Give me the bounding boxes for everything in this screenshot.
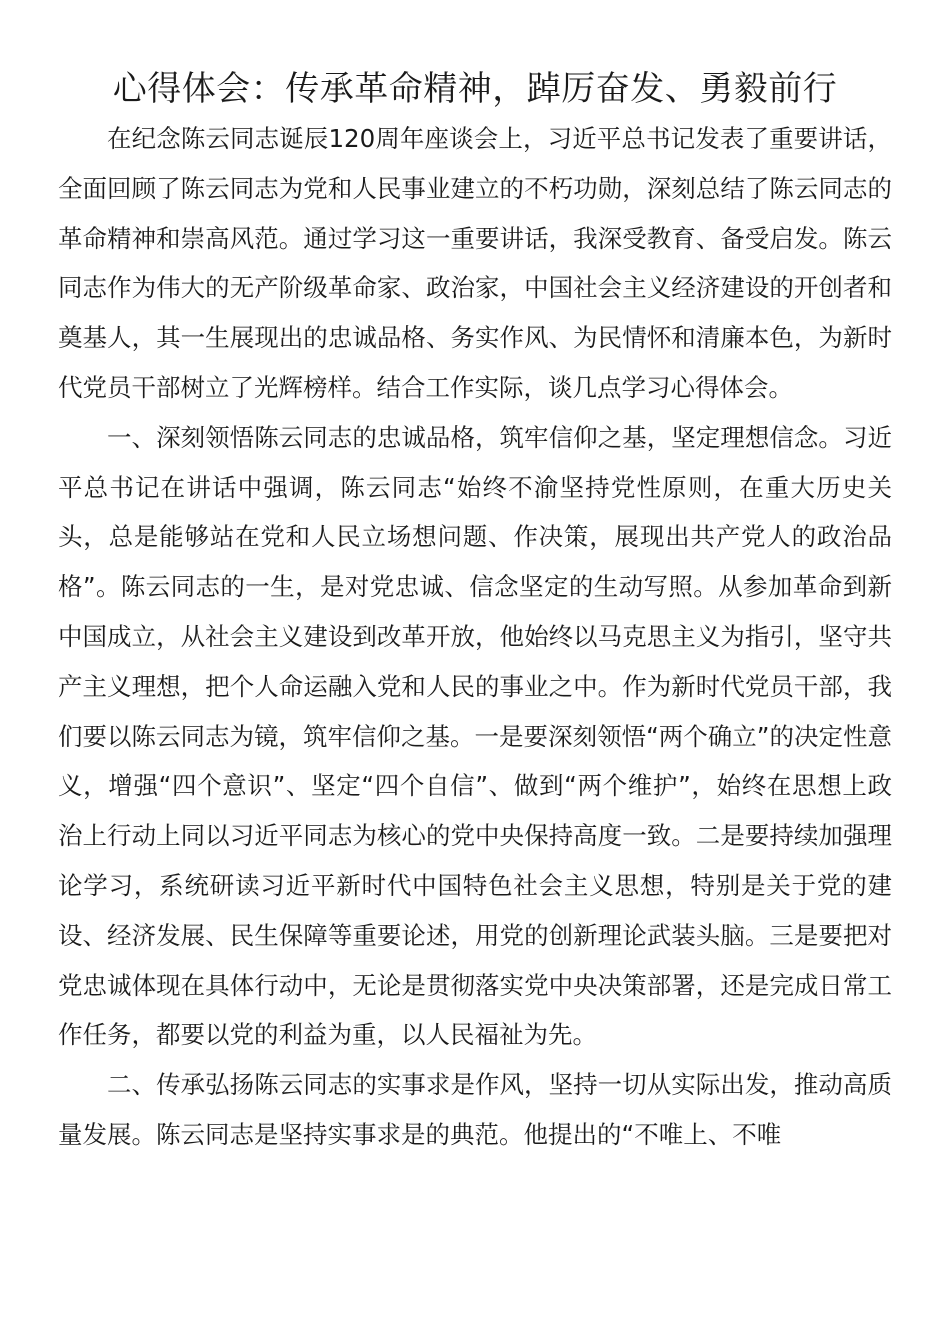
paragraph-intro: 在纪念陈云同志诞辰120周年座谈会上，习近平总书记发表了重要讲话，全面回顾了陈云同志为党和人民事业建立的不朽功勋，深刻总结了陈云同志的革命精神和崇高风范。通过学习这一重要讲话，我深受教育、备受启发。陈云同志作为伟大的无产阶级革命家、政治家，中国社会主义经济建设的开创者和奠基人，其一生展现出的忠诚品格、务实作风、为民情怀和清廉本色，为新时代党员干部树立了光辉榜样。结合工作实际，谈几点学习心得体会。 [58, 124, 892, 402]
paragraph-section-two: 二、传承弘扬陈云同志的实事求是作风，坚持一切从实际出发，推动高质量发展。陈云同志是坚持实事求是的典范。他提出的“不唯上、不唯 [58, 1070, 892, 1149]
document-body [58, 114, 892, 1160]
paragraph-section-one: 一、深刻领悟陈云同志的忠诚品格，筑牢信仰之基，坚定理想信念。习近平总书记在讲话中强调，陈云同志“始终不渝坚持党性原则，在重大历史关头，总是能够站在党和人民立场想问题、作决策，展现出共产党人的政治品格”。陈云同志的一生，是对党忠诚、信念坚定的生动写照。从参加革命到新中国成立，从社会主义建设到改革开放，他始终以马克思主义为指引，坚守共产主义理想，把个人命运融入党和人民的事业之中。作为新时代党员干部，我们要以陈云同志为镜，筑牢信仰之基。一是要深刻领悟“两个确立”的决定性意义，增强“四个意识”、坚定“四个自信”、做到“两个维护”，始终在思想上政治上行动上同以习近平同志为核心的党中央保持高度一致。二是要持续加强理论学习，系统研读习近平新时代中国特色社会主义思想，特别是关于党的建设、经济发展、民生保障等重要论述，用党的创新理论武装头脑。三是要把对党忠诚体现在具体行动中，无论是贯彻落实党中央决策部署，还是完成日常工作任务，都要以党的利益为重，以人民福祉为先。 [58, 422, 892, 1050]
document-title: 心得体会：传承革命精神，踔厉奋发、勇毅前行 [112, 69, 838, 109]
